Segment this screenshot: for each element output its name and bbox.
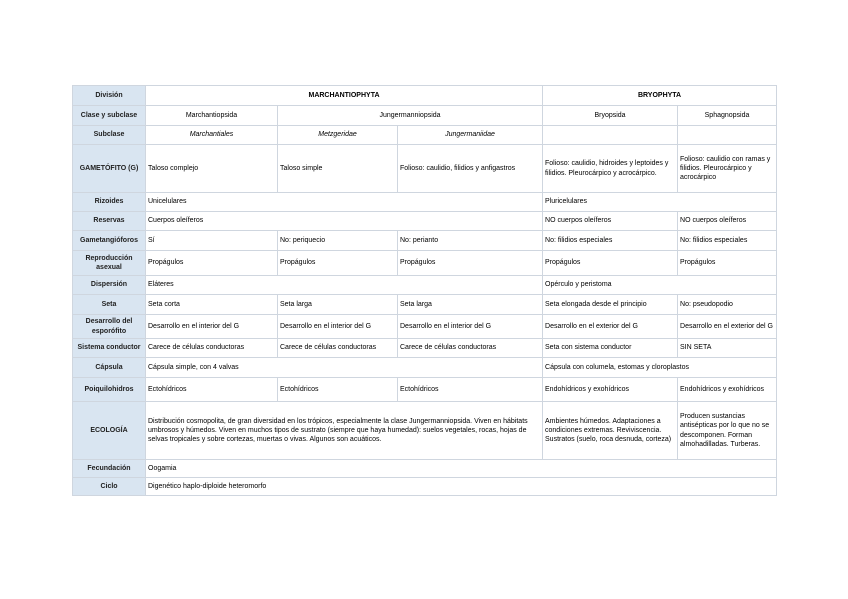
cell: Propágulos bbox=[543, 251, 678, 276]
cell: Desarrollo en el interior del G bbox=[278, 315, 398, 339]
cell: Marchantiopsida bbox=[146, 106, 278, 126]
cell: No: filidios especiales bbox=[543, 231, 678, 251]
row-dispersion bbox=[73, 276, 777, 295]
cell: Ectohídricos bbox=[278, 378, 398, 402]
row-gametangioforos bbox=[73, 231, 777, 251]
cell: No: perianto bbox=[398, 231, 543, 251]
row-subclase bbox=[73, 126, 777, 145]
cell: Ectohídricos bbox=[398, 378, 543, 402]
row-label: Poiquilohidros bbox=[73, 378, 146, 402]
row-label: Reproducción asexual bbox=[73, 251, 146, 276]
cell: NO cuerpos oleíferos bbox=[543, 212, 678, 231]
row-label: Dispersión bbox=[73, 276, 146, 295]
row-fecundacion bbox=[73, 460, 777, 478]
row-clase bbox=[73, 106, 777, 126]
bryophyta-header: BRYOPHYTA bbox=[543, 86, 777, 106]
cell: Ectohídricos bbox=[146, 378, 278, 402]
cell: Propágulos bbox=[278, 251, 398, 276]
row-ciclo bbox=[73, 478, 777, 496]
cell: Ambientes húmedos. Adaptaciones a condiciones extremas. Reviviscencia. Sustratos (suelo, roca desnuda, corteza) bbox=[543, 402, 678, 460]
cell: Sí bbox=[146, 231, 278, 251]
cell: Cápsula simple, con 4 valvas bbox=[146, 358, 543, 378]
cell: Endohídricos y exohídricos bbox=[543, 378, 678, 402]
cell bbox=[678, 126, 777, 145]
cell: Jungermanniopsida bbox=[278, 106, 543, 126]
row-label: GAMETÓFITO (G) bbox=[73, 145, 146, 193]
row-label: ECOLOGÍA bbox=[73, 402, 146, 460]
cell: Digenético haplo-diploide heteromorfo bbox=[146, 478, 777, 496]
row-label: Rizoides bbox=[73, 193, 146, 212]
row-poiquilohidros bbox=[73, 378, 777, 402]
row-ecologia bbox=[73, 402, 777, 460]
cell: Seta elongada desde el principio bbox=[543, 295, 678, 315]
cell: Taloso complejo bbox=[146, 145, 278, 193]
cell: Oogamia bbox=[146, 460, 777, 478]
cell: Carece de células conductoras bbox=[278, 339, 398, 358]
cell: Distribución cosmopolita, de gran diversidad en los trópicos, especialmente la clase Jungermanniopsida. Viven en hábitats umbrosos y húmedos. Viven en muchos tipos de sustrato (siempre que haya humedad): suelos vegetales, rocas, hojas de selvas tropicales y sobre cortezas, muertas o vivas. Algunos son acuáticos. bbox=[146, 402, 543, 460]
cell: Unicelulares bbox=[146, 193, 543, 212]
row-seta bbox=[73, 295, 777, 315]
cell: Seta con sistema conductor bbox=[543, 339, 678, 358]
cell: Cuerpos oleíferos bbox=[146, 212, 543, 231]
row-label: Reservas bbox=[73, 212, 146, 231]
cell: Propágulos bbox=[146, 251, 278, 276]
cell: NO cuerpos oleíferos bbox=[678, 212, 777, 231]
row-label: Ciclo bbox=[73, 478, 146, 496]
cell: Endohídricos y exohídricos bbox=[678, 378, 777, 402]
row-label: Clase y subclase bbox=[73, 106, 146, 126]
cell: Taloso simple bbox=[278, 145, 398, 193]
cell: Folioso: caulidio, hidroides y leptoides y filidios. Pleurocárpico y acrocárpico. bbox=[543, 145, 678, 193]
row-label: Fecundación bbox=[73, 460, 146, 478]
row-capsula bbox=[73, 358, 777, 378]
row-reproduccion bbox=[73, 251, 777, 276]
cell: Jungermaniidae bbox=[398, 126, 543, 145]
cell: Bryopsida bbox=[543, 106, 678, 126]
cell: Producen sustancias antisépticas por lo que no se descomponen. Forman almohadilladas. Turberas. bbox=[678, 402, 777, 460]
cell: SIN SETA bbox=[678, 339, 777, 358]
cell: Cápsula con columela, estomas y cloroplastos bbox=[543, 358, 777, 378]
cell: Eláteres bbox=[146, 276, 543, 295]
cell: Seta corta bbox=[146, 295, 278, 315]
cell: Carece de células conductoras bbox=[146, 339, 278, 358]
cell: Propágulos bbox=[678, 251, 777, 276]
cell: No: filidios especiales bbox=[678, 231, 777, 251]
cell: Propágulos bbox=[398, 251, 543, 276]
cell: Folioso: caulidio, filidios y anfigastros bbox=[398, 145, 543, 193]
cell: Sphagnopsida bbox=[678, 106, 777, 126]
row-conductor bbox=[73, 339, 777, 358]
cell: Metzgeridae bbox=[278, 126, 398, 145]
row-division bbox=[73, 86, 777, 106]
cell: Carece de células conductoras bbox=[398, 339, 543, 358]
cell bbox=[543, 126, 678, 145]
cell: Desarrollo en el exterior del G bbox=[543, 315, 678, 339]
row-label: Desarrollo del esporófito bbox=[73, 315, 146, 339]
cell: Desarrollo en el interior del G bbox=[398, 315, 543, 339]
cell: No: periquecio bbox=[278, 231, 398, 251]
row-label: Seta bbox=[73, 295, 146, 315]
cell: Pluricelulares bbox=[543, 193, 777, 212]
row-label: Sistema conductor bbox=[73, 339, 146, 358]
row-label: Cápsula bbox=[73, 358, 146, 378]
cell: Folioso: caulidio con ramas y filidios. Pleurocárpico y acrocárpico bbox=[678, 145, 777, 193]
cell: No: pseudopodio bbox=[678, 295, 777, 315]
cell: Desarrollo en el interior del G bbox=[146, 315, 278, 339]
row-rizoides bbox=[73, 193, 777, 212]
cell: Seta larga bbox=[398, 295, 543, 315]
cell: Opérculo y peristoma bbox=[543, 276, 777, 295]
row-gametofito bbox=[73, 145, 777, 193]
cell: Desarrollo en el exterior del G bbox=[678, 315, 777, 339]
marchantiophyta-header: MARCHANTIOPHYTA bbox=[146, 86, 543, 106]
row-label: Subclase bbox=[73, 126, 146, 145]
row-reservas bbox=[73, 212, 777, 231]
bryophyte-comparison-table bbox=[72, 85, 777, 496]
row-label: Gametangióforos bbox=[73, 231, 146, 251]
row-desarrollo bbox=[73, 315, 777, 339]
cell: Marchantiales bbox=[146, 126, 278, 145]
row-label: División bbox=[73, 86, 146, 106]
cell: Seta larga bbox=[278, 295, 398, 315]
